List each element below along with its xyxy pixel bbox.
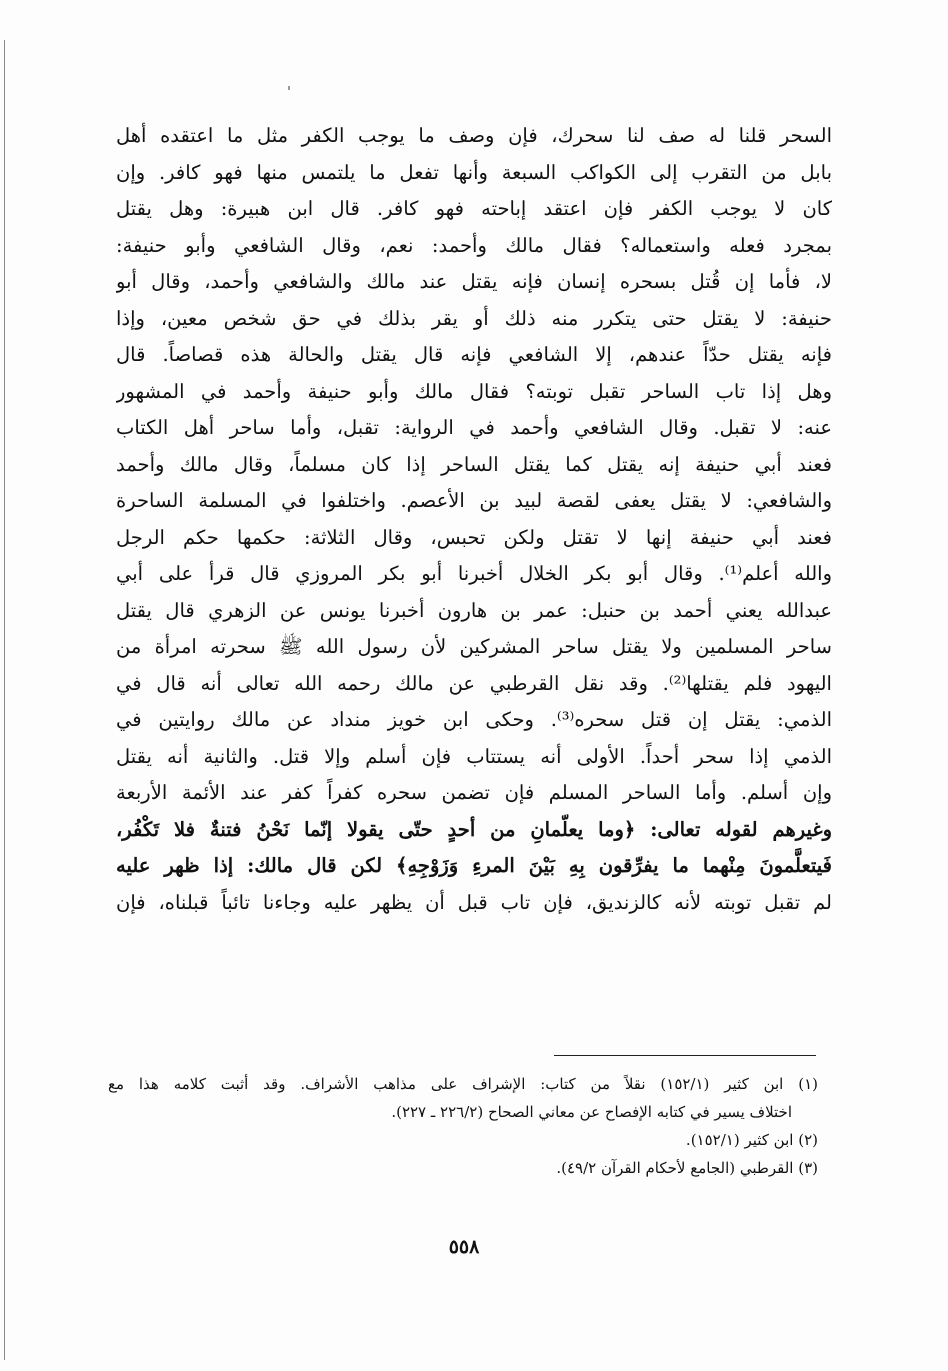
text-line-11: والشافعي: لا يقتل يعفى لقصة لبيد بن الأعصم. واختلفوا في المسلمة الساحرة: [116, 489, 832, 512]
text-line-10: فعند أبي حنيفة إنه يقتل كما يقتل الساحر إذا كان مسلماً، وقال مالك وأحمد: [116, 452, 832, 476]
main-text-block: [116, 118, 832, 921]
text-line-18: الذمي إذا سحر أحداً. الأولى أنه يستتاب فإن أسلم وإلا قتل. والثانية أنه يقتل: [116, 744, 832, 768]
footnote-separator: [554, 1055, 816, 1056]
text-line-9: عنه: لا تقبل. وقال الشافعي وأحمد في الرواية: تقبل، وأما ساحر أهل الكتاب: [116, 416, 832, 439]
text-line-16: اليهود فلم يقتلها⁽²⁾. وقد نقل القرطبي عن مالك رحمه الله تعالى أنه قال في: [116, 671, 832, 695]
footnotes-block: [108, 1070, 818, 1182]
quran-verse-line-1: وغيرهم لقوله تعالى: ﴿وما يعلّمانِ من أحدٍ حتّى يقولا إنّما نَحْنُ فتنةٌ فلا تَكْفُر،: [116, 817, 832, 841]
text-line-15: ساحر المسلمين ولا يقتل ساحر المشركين لأن رسول الله ﷺ سحرته امرأة من: [116, 635, 832, 658]
text-line-14: عبدالله يعني أحمد بن حنبل: عمر بن هارون أخبرنا يونس عن الزهري قال يقتل: [116, 598, 832, 622]
quran-verse-line-2: فَيتعلَّمونَ مِنْهما ما يفرِّقون بِهِ بَيْنَ المرءِ وَزَوْجِهِ﴾ لكن قال مالك: إذا ظهر عليه: [116, 854, 832, 877]
footnote-1: (١) ابن كثير (١٥٢/١) نقلاً من كتاب: الإشراف على مذاهب الأشراف. وقد أثبت كلامه هذا مع: [108, 1075, 818, 1093]
text-line-2: بابل من التقرب إلى الكواكب السبعة وأنها تفعل ما يلتمس منها فهو كافر. وإن: [116, 160, 832, 184]
text-line-4: بمجرد فعله واستعماله؟ فقال مالك وأحمد: نعم، وقال الشافعي وأبو حنيفة:: [116, 233, 832, 257]
page-number: ٥٥٨: [448, 1236, 480, 1258]
page-edge-line: [4, 40, 5, 1360]
text-line-17: الذمي: يقتل إن قتل سحره⁽³⁾. وحكى ابن خويز منداد عن مالك روايتين في: [116, 708, 832, 731]
text-line-12: فعند أبي حنيفة إنها لا تقتل ولكن تحبس، وقال الثلاثة: حكمها حكم الرجل: [116, 525, 832, 549]
text-line-5: لا، فأما إن قُتل بسحره إنسان فإنه يقتل عند مالك والشافعي وأحمد، وقال أبو: [116, 270, 832, 293]
text-line-7: فإنه يقتل حدّاً عندهم، إلا الشافعي فإنه قال يقتل والحالة هذه قصاصاً. قال: [116, 343, 832, 366]
scan-speck: [288, 86, 290, 90]
footnote-2: (٢) ابن كثير (١٥٢/١).: [685, 1131, 818, 1149]
text-line-22: لم تقبل توبته لأنه كالزنديق، فإن تاب قبل أن يظهر عليه وجاءنا تائباً قبلناه، فإن: [116, 890, 832, 914]
text-line-6: حنيفة: لا يقتل حتى يتكرر منه ذلك أو يقر بذلك في حق شخص معين، وإذا: [116, 306, 832, 330]
text-line-13: والله أعلم⁽¹⁾. وقال أبو بكر الخلال أخبرنا أبو بكر المروزي قال قرأ على أبي: [116, 562, 832, 585]
footnote-3: (٣) القرطبي (الجامع لأحكام القرآن ٤٩/٢).: [556, 1159, 818, 1177]
text-line-3: كان لا يوجب الكفر فإن اعتقد إباحته فهو كافر. قال ابن هبيرة: وهل يقتل: [116, 197, 832, 220]
text-line-1: السحر قلنا له صف لنا سحرك، فإن وصف ما يوجب الكفر مثل ما اعتقده أهل: [116, 124, 832, 147]
text-line-8: وهل إذا تاب الساحر تقبل توبته؟ فقال مالك وأبو حنيفة وأحمد في المشهور: [116, 379, 832, 403]
text-line-19: وإن أسلم. وأما الساحر المسلم فإن تضمن سحره كفراً كفر عند الأئمة الأربعة: [116, 781, 832, 804]
footnote-1-continued: اختلاف يسير في كتابه الإفصاح عن معاني الصحاح (٢٢٦/٢ ـ ٢٢٧).: [391, 1103, 792, 1121]
